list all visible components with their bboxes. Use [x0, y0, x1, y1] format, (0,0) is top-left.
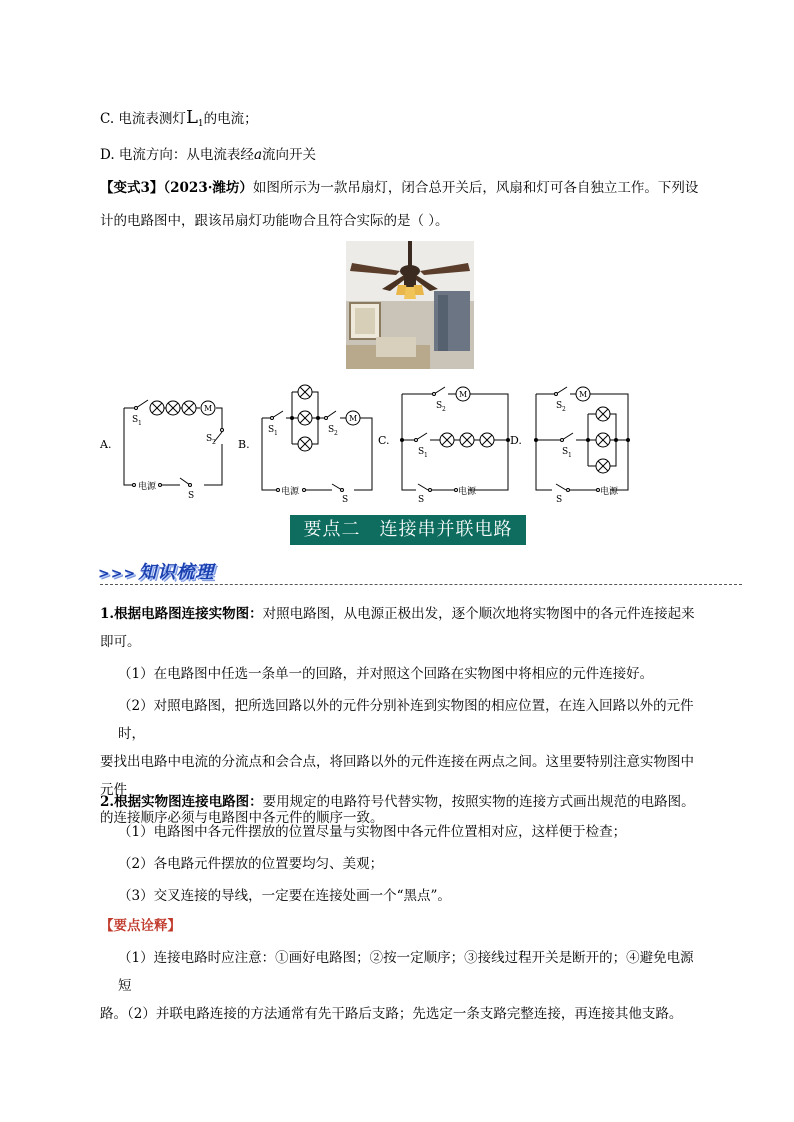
b-source-label: 电源 — [281, 487, 300, 497]
a-switch2-label: S — [206, 434, 213, 444]
para-2-3: （3）交叉连接的导线，一定要在连接处画一个“黑点”。 — [118, 888, 451, 904]
circuit-a-label: A. — [100, 438, 112, 451]
option-c-suffix: 的电流； — [203, 111, 258, 127]
d-switch-main-label: S — [556, 495, 563, 505]
para-1-text-a: 对照电路图，从电源正极出发，逐个顺次地将实物图中的各元件连接起来 — [262, 606, 695, 622]
b-switch1-sub: 1 — [274, 430, 278, 437]
circuit-diagrams — [96, 378, 656, 505]
d-source-label: 电源 — [600, 487, 619, 497]
c-switch2-sub: 2 — [442, 406, 446, 413]
variant-text-2: 计的电路图中，跟该吊扇灯功能吻合且符合实际的是（ ）。 — [100, 213, 449, 229]
a-switch2-sub: 2 — [212, 439, 216, 446]
circuit-d — [536, 387, 628, 490]
d-switch1-sub: 1 — [568, 452, 572, 459]
note — [100, 944, 700, 1028]
para-2-2: （2）各电路元件摆放的位置要均匀、美观； — [118, 856, 384, 872]
variant-line-2 — [100, 211, 449, 231]
c-switch1-label: S — [418, 447, 425, 457]
lamp-symbol-L: L — [185, 107, 198, 128]
a-switch1-sub: 1 — [138, 420, 142, 427]
ceiling-fan-illustration — [346, 241, 474, 369]
b-switch2-sub: 2 — [334, 430, 338, 437]
c-switch1-sub: 1 — [424, 452, 428, 459]
para-1-title: 1.根据电路图连接实物图： — [100, 606, 263, 622]
lamp-subscript: 1 — [197, 119, 204, 129]
c-motor-label: M — [459, 390, 468, 399]
b-switch2-label: S — [328, 425, 335, 435]
para-1 — [100, 600, 700, 656]
para-2 — [100, 788, 700, 816]
knowledge-title — [98, 558, 214, 584]
variant-text-1: 如图所示为一款吊扇灯，闭合总开关后，风扇和灯可各自独立工作。下列设 — [252, 180, 699, 196]
b-switch1-label: S — [268, 425, 275, 435]
circuit-b-label: B. — [238, 438, 250, 451]
circuit-d-label: D. — [510, 434, 522, 447]
a-switch-main-label: S — [188, 491, 195, 501]
para-1-2a: （2）对照电路图，把所选回路以外的元件分别补连到实物图的相应位置，在连入回路以外的元件时， — [118, 698, 694, 742]
variant-tag: 【变式3】（2023·潍坊） — [100, 180, 253, 196]
d-switch1-label: S — [562, 447, 569, 457]
section-banner: 要点二 连接串并联电路 — [290, 515, 526, 545]
circuit-b — [262, 392, 372, 490]
option-c — [100, 108, 258, 134]
point-a: a — [253, 147, 262, 163]
para-1-1: （1）在电路图中任选一条单一的回路，并对照这个回路在实物图中将相应的元件连接好。 — [118, 666, 654, 682]
c-source-label: 电源 — [458, 487, 477, 497]
para-2-1: （1）电路图中各元件摆放的位置尽量与实物图中各元件位置相对应，这样便于检查； — [118, 824, 627, 840]
d-motor-label: M — [579, 390, 588, 399]
para-1-text-b: 即可。 — [100, 634, 141, 650]
para-2-title: 2.根据实物图连接电路图： — [100, 794, 263, 810]
option-d-prefix: D. 电流方向：从电流表经 — [100, 147, 254, 163]
circuit-c-label: C. — [378, 434, 390, 447]
a-switch1-label: S — [132, 415, 139, 425]
c-switch-main-label: S — [418, 495, 425, 505]
option-c-prefix: C. 电流表测灯 — [100, 111, 186, 127]
a-motor-label: M — [204, 404, 213, 413]
note-a: （1）连接电路时应注意：①画好电路图；②按一定顺序；③接线过程开关是断开的；④避免电源短 — [118, 950, 694, 994]
c-switch2-label: S — [436, 401, 443, 411]
arrows-icon: >>> — [98, 566, 137, 582]
para-2-text: 要用规定的电路符号代替实物，按照实物的连接方式画出规范的电路图。 — [262, 794, 695, 810]
d-switch2-label: S — [556, 401, 563, 411]
note-title: 【要点诠释】 — [100, 918, 181, 934]
para-1-2c: 的连接顺序必须与电路图中各元件的顺序一致。 — [100, 810, 384, 826]
b-switch-main-label: S — [342, 495, 349, 505]
d-switch2-sub: 2 — [562, 406, 566, 413]
option-d-suffix: 流向开关 — [262, 147, 316, 163]
ceiling-fan-photo — [346, 241, 474, 369]
b-motor-label: M — [349, 414, 358, 423]
a-source-label: 电源 — [138, 482, 157, 492]
variant-line-1 — [100, 178, 698, 198]
knowledge-label: 知识梳理 — [138, 562, 215, 583]
note-b: 路。（2）并联电路连接的方法通常有先干路后支路；先选定一条支路完整连接，再连接其他支路。 — [100, 1006, 683, 1022]
para-1-2b: 要找出电路中电流的分流点和会合点，将回路以外的元件连接在两点之间。这里要特别注意实物图中元件 — [100, 754, 694, 798]
dashed-divider — [100, 584, 742, 585]
option-d — [100, 145, 316, 165]
